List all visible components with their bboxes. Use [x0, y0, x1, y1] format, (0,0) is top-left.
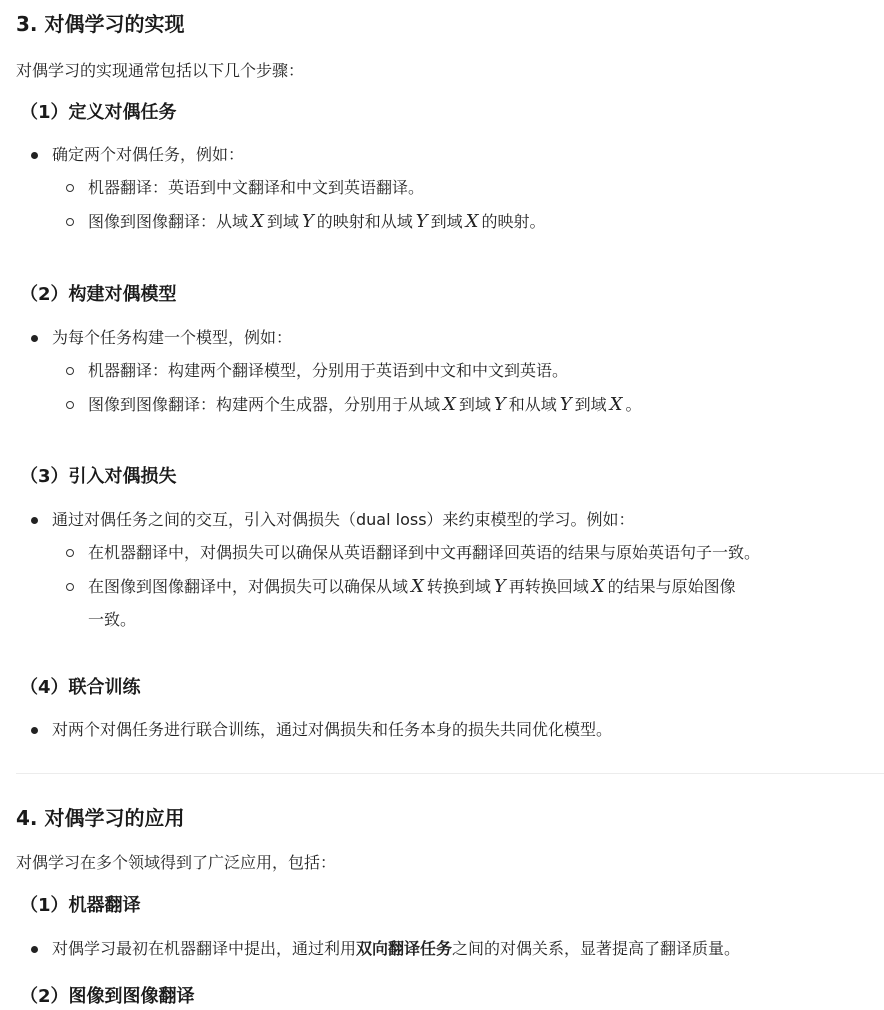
step-2-sub-2 [88, 393, 642, 417]
text-span: 的映射。 [481, 212, 546, 231]
step-1-sub-2 [88, 210, 546, 234]
math-variable-y: Y [493, 576, 506, 597]
bullet-circle-icon [66, 367, 74, 375]
section-divider [16, 773, 884, 774]
step-3-sub-2 [88, 575, 736, 599]
bold-text: 双向翻译任务 [356, 939, 453, 958]
section-4-intro: 对偶学习在多个领域得到了广泛应用，包括： [16, 853, 337, 872]
math-variable-y: Y [301, 211, 314, 232]
text-span: 图像到图像翻译：构建两个生成器，分别用于从域 [88, 395, 441, 414]
bullet-dot-icon [31, 152, 38, 159]
text-span: 在图像到图像翻译中，对偶损失可以确保从域 [88, 577, 409, 596]
text-span: 到域 [574, 395, 607, 414]
math-variable-x: X [609, 394, 623, 415]
step-4-title: （4）联合训练 [20, 677, 141, 698]
math-variable-x: X [465, 211, 479, 232]
step-1-title: （1）定义对偶任务 [20, 102, 177, 123]
step-3-sub-1: 在机器翻译中，对偶损失可以确保从英语翻译到中文再翻译回英语的结果与原始英语句子一致。 [88, 543, 761, 562]
app-1-bullet [52, 937, 740, 961]
text-span: 和从域 [508, 395, 557, 414]
math-variable-x: X [251, 211, 264, 232]
bullet-dot-icon [31, 335, 38, 342]
bullet-circle-icon [66, 184, 74, 192]
text-span: 到域 [458, 395, 491, 414]
bullet-dot-icon [31, 946, 38, 953]
text-span: 。 [625, 395, 642, 414]
bullet-dot-icon [31, 727, 38, 734]
bullet-dot-icon [31, 517, 38, 524]
bullet-circle-icon [66, 401, 74, 409]
math-variable-y: Y [559, 394, 572, 415]
section-4-heading: 4. 对偶学习的应用 [16, 806, 185, 830]
bullet-circle-icon [66, 549, 74, 557]
text-span: 到域 [266, 212, 299, 231]
step-4-bullet: 对两个对偶任务进行联合训练，通过对偶损失和任务本身的损失共同优化模型。 [52, 720, 613, 739]
text-span: 的映射和从域 [316, 212, 413, 231]
step-3-title: （3）引入对偶损失 [20, 466, 177, 487]
math-variable-x: X [411, 576, 424, 597]
text-span: 对偶学习最初在机器翻译中提出，通过利用 [52, 939, 357, 958]
math-variable-x: X [443, 394, 456, 415]
step-2-sub-1: 机器翻译：构建两个翻译模型，分别用于英语到中文和中文到英语。 [88, 361, 569, 380]
step-2-title: （2）构建对偶模型 [20, 284, 177, 305]
text-span: 之间的对偶关系，显著提高了翻译质量。 [452, 939, 741, 958]
math-variable-x: X [591, 576, 605, 597]
text-span: 转换到域 [426, 577, 491, 596]
step-3-bullet: 通过对偶任务之间的交互，引入对偶损失（dual loss）来约束模型的学习。例如： [52, 510, 635, 529]
text-span: 再转换回域 [508, 577, 589, 596]
text-span: 图像到图像翻译：从域 [88, 212, 249, 231]
text-span: 的结果与原始图像 [607, 577, 736, 596]
step-3-sub-2-wrap: 一致。 [88, 610, 137, 629]
app-1-title: （1）机器翻译 [20, 895, 141, 916]
section-3-heading: 3. 对偶学习的实现 [16, 12, 185, 36]
step-1-sub-1: 机器翻译：英语到中文翻译和中文到英语翻译。 [88, 178, 425, 197]
math-variable-y: Y [415, 211, 428, 232]
step-2-bullet: 为每个任务构建一个模型，例如： [52, 328, 293, 347]
step-1-bullet: 确定两个对偶任务，例如： [52, 145, 245, 164]
bullet-circle-icon [66, 583, 74, 591]
text-span: 到域 [430, 212, 463, 231]
math-variable-y: Y [493, 394, 506, 415]
bullet-circle-icon [66, 218, 74, 226]
section-3-intro: 对偶学习的实现通常包括以下几个步骤： [16, 61, 305, 80]
app-2-title: （2）图像到图像翻译 [20, 986, 195, 1007]
